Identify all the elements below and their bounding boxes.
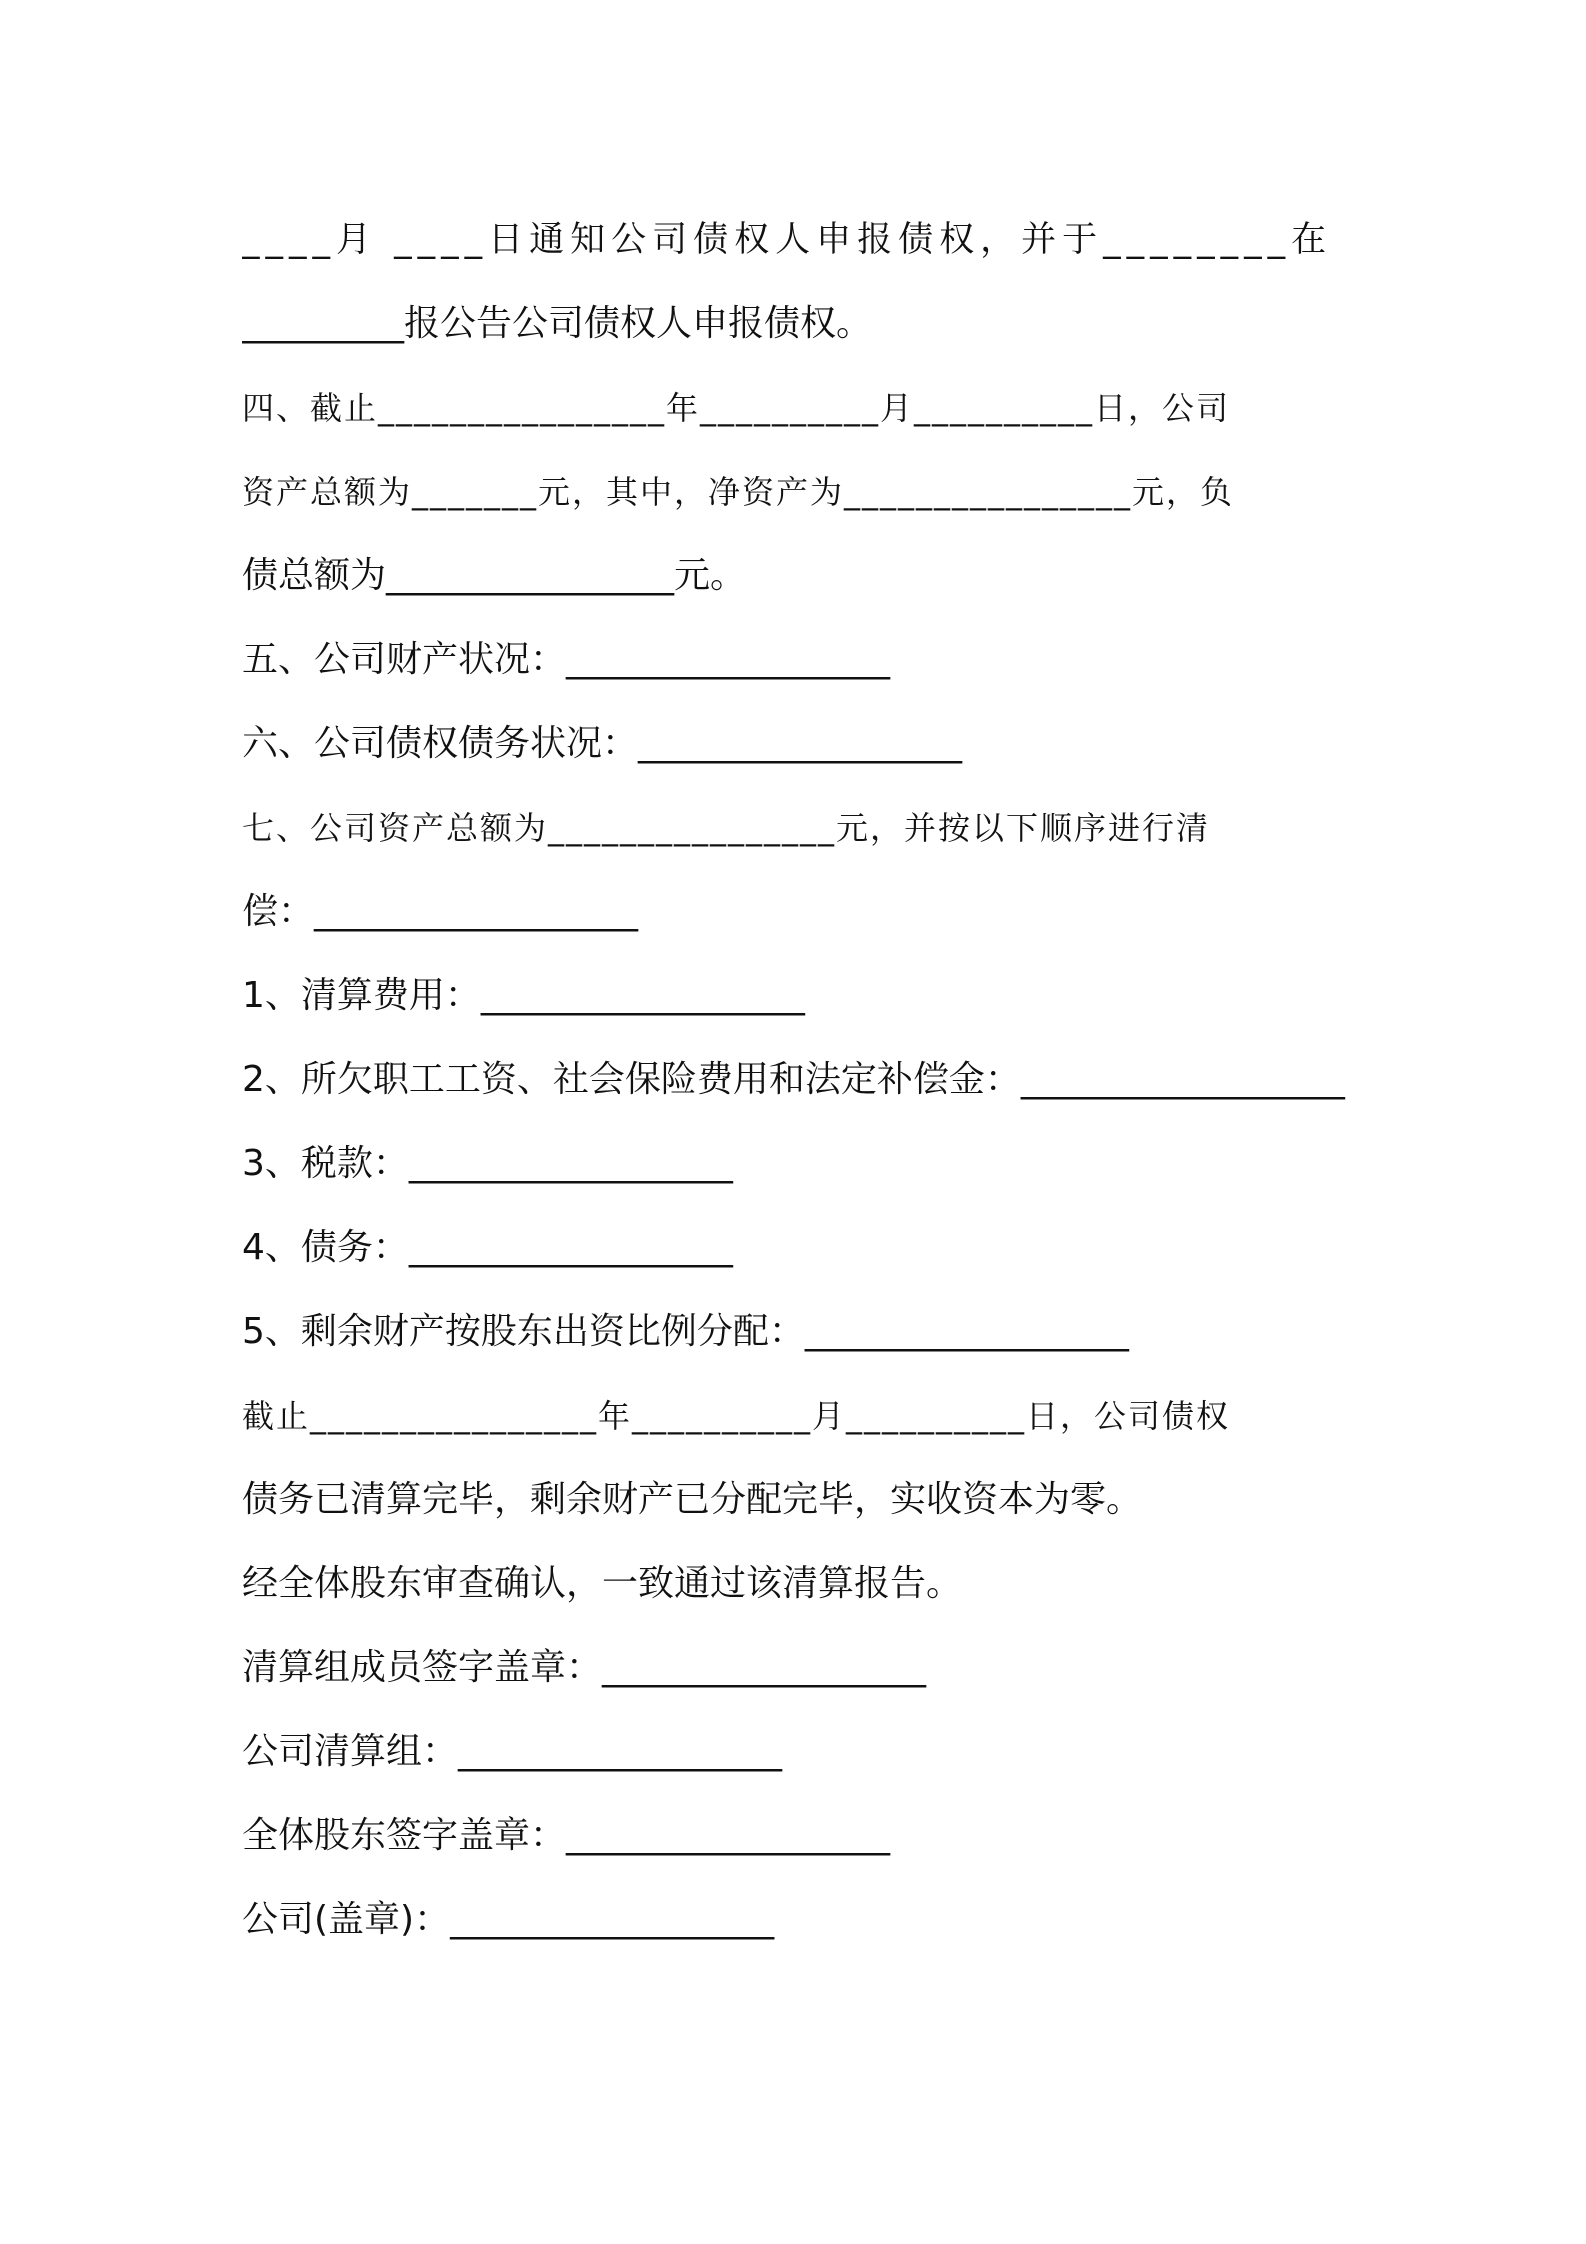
signature-line-shareholders: 全体股东签字盖章：__________________	[242, 1815, 891, 1856]
text-line-total-liabilities: 债总额为________________元。	[242, 555, 747, 596]
text-line-settlement-complete: 债务已清算完毕，剩余财产已分配完毕，实收资本为零。	[242, 1479, 1143, 1520]
list-item-remaining-property: 5、剩余财产按股东出资比例分配：__________________	[242, 1311, 1129, 1352]
text-line-section-five: 五、公司财产状况：__________________	[242, 639, 891, 680]
document-body	[242, 198, 1352, 1962]
list-item-liquidation-fees: 1、清算费用：__________________	[242, 975, 805, 1016]
text-line-section-seven: 七、公司资产总额为________________元，并按以下顺序进行清	[242, 809, 1211, 847]
text-line-section-six: 六、公司债权债务状况：__________________	[242, 723, 963, 764]
text-line-section-four: 四、截止________________年__________月__________日，公司	[242, 389, 1231, 427]
text-line-cutoff-date: 截止________________年__________月__________日，公司债权	[242, 1397, 1231, 1435]
text-line-newspaper-notice: _________报公告公司债权人申报债权。	[242, 303, 873, 344]
list-item-wages-insurance: 2、所欠职工工资、社会保险费用和法定补偿金：__________________	[242, 1059, 1345, 1100]
text-line-repayment: 偿：__________________	[242, 891, 639, 932]
list-item-taxes: 3、税款：__________________	[242, 1143, 733, 1184]
text-line-shareholder-approval: 经全体股东审查确认，一致通过该清算报告。	[242, 1563, 963, 1604]
signature-line-liquidation-members: 清算组成员签字盖章：__________________	[242, 1647, 927, 1688]
text-line-total-assets: 资产总额为_______元，其中，净资产为________________元，负	[242, 473, 1235, 511]
list-item-debts: 4、债务：__________________	[242, 1227, 733, 1268]
signature-line-liquidation-group: 公司清算组：__________________	[242, 1731, 783, 1772]
signature-line-company-seal: 公司(盖章)：__________________	[242, 1899, 775, 1940]
text-line-creditor-notice: ____月 ____日通知公司债权人申报债权，并于________在	[242, 220, 1333, 260]
